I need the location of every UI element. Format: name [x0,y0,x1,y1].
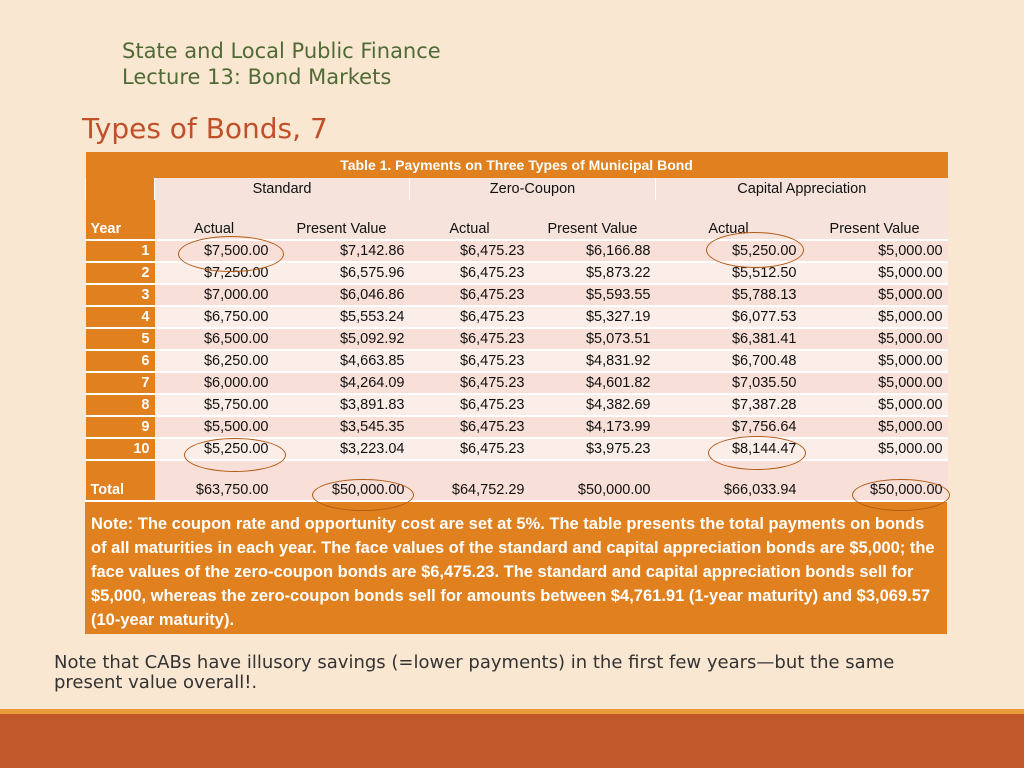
value-cell: $3,891.83 [274,394,410,416]
value-cell: $7,756.64 [656,416,802,438]
value-cell: $5,000.00 [802,372,948,394]
value-cell: $7,387.28 [656,394,802,416]
table-row [86,372,948,394]
value-cell: $5,512.50 [656,262,802,284]
course-title: State and Local Public Finance [122,39,441,63]
table-note: Note: The coupon rate and opportunity cost are set at 5%. The table presents the total payments on bonds of all maturities in each year. The face values of the standard and capital appreciation bonds are $5,000; the face values of the zero-coupon bonds are $6,475.23. The standard and capital appreciation bonds sell for $5,000, whereas the zero-coupon bonds sell for amounts between $4,761.91 (1-year maturity) and $3,069.57 (10-year maturity). [85,500,947,634]
value-cell: $5,000.00 [802,416,948,438]
value-cell: $4,173.99 [530,416,656,438]
table-caption: Table 1. Payments on Three Types of Municipal Bond [86,152,948,178]
value-cell: $5,000.00 [802,284,948,306]
value-cell: $6,475.23 [410,306,530,328]
year-cell: 5 [86,328,155,350]
year-cell: 4 [86,306,155,328]
value-cell: $7,035.50 [656,372,802,394]
value-cell: $5,073.51 [530,328,656,350]
table-row [86,438,948,460]
value-cell: $5,092.92 [274,328,410,350]
year-cell: 3 [86,284,155,306]
value-cell: $5,750.00 [155,394,274,416]
value-cell: $6,475.23 [410,372,530,394]
table-row [86,350,948,372]
header-title [122,38,441,90]
col-header: Present Value [530,200,656,240]
value-cell: $5,000.00 [802,394,948,416]
bond-table [85,152,947,634]
col-header: Actual [656,200,802,240]
value-cell: $6,575.96 [274,262,410,284]
footer-note: Note that CABs have illusory savings (=lower payments) in the first few years—but the same present value overall!. [54,652,895,693]
value-cell: $8,144.47 [656,438,802,460]
value-cell: $5,000.00 [802,306,948,328]
total-cell: $50,000.00 [530,460,656,500]
value-cell: $5,000.00 [802,262,948,284]
value-cell: $7,142.86 [274,240,410,262]
value-cell: $6,475.23 [410,416,530,438]
value-cell: $7,500.00 [155,240,274,262]
value-cell: $5,250.00 [155,438,274,460]
value-cell: $6,000.00 [155,372,274,394]
value-cell: $6,475.23 [410,240,530,262]
value-cell: $5,327.19 [530,306,656,328]
total-label: Total [86,460,155,500]
value-cell: $6,046.86 [274,284,410,306]
total-cell: $50,000.00 [274,460,410,500]
col-header: Actual [155,200,274,240]
year-cell: 8 [86,394,155,416]
year-cell: 2 [86,262,155,284]
value-cell: $3,975.23 [530,438,656,460]
table-row [86,328,948,350]
group-blank [86,178,155,200]
total-cell: $50,000.00 [802,460,948,500]
table-row [86,284,948,306]
value-cell: $6,381.41 [656,328,802,350]
table-body [86,240,948,460]
value-cell: $6,475.23 [410,262,530,284]
value-cell: $5,553.24 [274,306,410,328]
value-cell: $6,475.23 [410,350,530,372]
year-cell: 1 [86,240,155,262]
table-row [86,416,948,438]
value-cell: $5,250.00 [656,240,802,262]
value-cell: $4,601.82 [530,372,656,394]
value-cell: $6,250.00 [155,350,274,372]
value-cell: $6,475.23 [410,438,530,460]
value-cell: $3,545.35 [274,416,410,438]
value-cell: $5,788.13 [656,284,802,306]
table-row [86,262,948,284]
value-cell: $7,000.00 [155,284,274,306]
col-header: Present Value [274,200,410,240]
value-cell: $5,000.00 [802,438,948,460]
value-cell: $5,000.00 [802,350,948,372]
value-cell: $6,700.48 [656,350,802,372]
value-cell: $4,663.85 [274,350,410,372]
group-standard: Standard [155,178,410,200]
value-cell: $6,077.53 [656,306,802,328]
value-cell: $6,500.00 [155,328,274,350]
total-cell: $66,033.94 [656,460,802,500]
value-cell: $6,750.00 [155,306,274,328]
year-cell: 9 [86,416,155,438]
value-cell: $5,500.00 [155,416,274,438]
value-cell: $6,475.23 [410,328,530,350]
year-header: Year [86,200,155,240]
total-cell: $63,750.00 [155,460,274,500]
group-capital-appreciation: Capital Appreciation [656,178,948,200]
value-cell: $4,382.69 [530,394,656,416]
table-row [86,394,948,416]
value-cell: $5,000.00 [802,328,948,350]
table-row [86,306,948,328]
slide-title: Types of Bonds, 7 [82,112,328,145]
value-cell: $6,166.88 [530,240,656,262]
value-cell: $5,000.00 [802,240,948,262]
value-cell: $3,223.04 [274,438,410,460]
value-cell: $4,831.92 [530,350,656,372]
value-cell: $6,475.23 [410,394,530,416]
year-cell: 7 [86,372,155,394]
year-cell: 10 [86,438,155,460]
value-cell: $7,250.00 [155,262,274,284]
year-cell: 6 [86,350,155,372]
col-header: Actual [410,200,530,240]
value-cell: $5,873.22 [530,262,656,284]
group-zero-coupon: Zero-Coupon [410,178,656,200]
value-cell: $5,593.55 [530,284,656,306]
value-cell: $6,475.23 [410,284,530,306]
col-header: Present Value [802,200,948,240]
value-cell: $4,264.09 [274,372,410,394]
bottom-band [0,714,1024,768]
table-row [86,240,948,262]
lecture-title: Lecture 13: Bond Markets [122,65,392,89]
total-cell: $64,752.29 [410,460,530,500]
